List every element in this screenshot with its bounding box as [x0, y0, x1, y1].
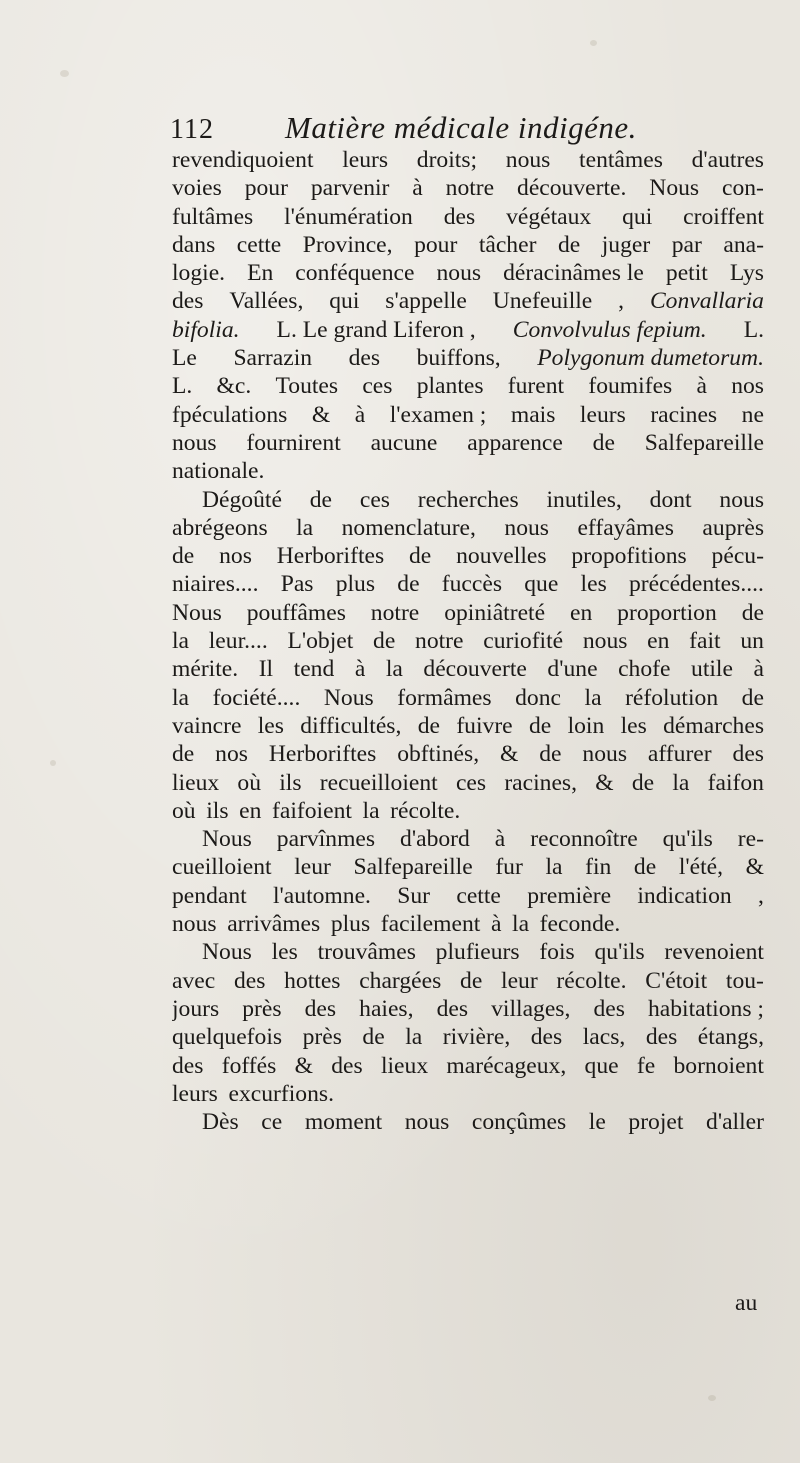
word: rivière, — [442, 1024, 511, 1051]
word: projet — [628, 1109, 684, 1136]
word: bifolia. — [172, 316, 240, 343]
word: de — [172, 741, 195, 768]
word: revenoient — [664, 939, 764, 966]
word: tend — [293, 656, 335, 683]
word: de — [633, 854, 657, 881]
word: des — [172, 1052, 204, 1079]
word: fuivre — [456, 712, 513, 739]
word: ces — [359, 486, 390, 513]
word: tou- — [725, 967, 764, 994]
word: étangs, — [697, 1024, 764, 1051]
word: l'été, — [678, 854, 724, 881]
word: des — [233, 967, 266, 994]
word: les — [580, 571, 607, 598]
word: de — [631, 769, 655, 796]
text-line — [172, 1023, 764, 1051]
text-line — [172, 599, 764, 627]
word: leur.... — [208, 628, 268, 655]
word: à — [354, 401, 366, 428]
word: Nous — [202, 826, 252, 853]
word: En — [247, 260, 274, 287]
word: leur — [294, 854, 331, 881]
word: nous — [404, 1109, 450, 1136]
text-line — [172, 372, 764, 400]
word: de — [528, 712, 552, 739]
word: foumifes — [588, 373, 673, 400]
word: affurer — [647, 741, 712, 768]
word: logie. — [172, 260, 226, 287]
word: formâmes — [397, 684, 492, 711]
word: dans — [172, 231, 216, 258]
word: mérite. — [172, 656, 239, 683]
word: cette — [456, 882, 501, 909]
word: Herboriftes — [268, 741, 377, 768]
text-line — [172, 655, 764, 683]
word: curiofité — [483, 628, 564, 655]
word: avec — [172, 967, 216, 994]
word: & — [595, 769, 614, 796]
word: C'étoit — [645, 967, 708, 994]
word: à — [354, 656, 366, 683]
word: leurs — [172, 1080, 218, 1107]
word: que — [584, 1052, 619, 1079]
word: les — [271, 939, 298, 966]
word: , — [618, 288, 625, 315]
word: fur — [495, 854, 523, 881]
text-line — [172, 486, 764, 514]
word: des — [645, 1024, 678, 1051]
word: de — [557, 231, 581, 258]
word: L. Le grand Liferon , — [276, 316, 476, 343]
word: opiniâtreté — [444, 599, 546, 626]
word: faifon — [707, 769, 764, 796]
word: Nous — [649, 175, 700, 202]
word: d'aller — [706, 1109, 764, 1136]
word: Dès — [202, 1109, 239, 1136]
word: de — [397, 571, 420, 598]
word: ils — [206, 797, 229, 824]
word: l'énumération — [284, 203, 413, 230]
word: nous — [582, 741, 627, 768]
word: plantes — [416, 373, 484, 400]
word: propofitions — [571, 543, 687, 570]
word: Nous — [202, 939, 252, 966]
word: vaincre — [172, 712, 242, 739]
word: jours — [172, 995, 220, 1022]
word: Lys — [729, 260, 764, 287]
word: racines, — [504, 769, 578, 796]
word: nous — [436, 260, 482, 287]
word: d'autres — [691, 147, 764, 173]
text-line — [172, 514, 764, 542]
word: hottes — [284, 967, 341, 994]
word: leur — [501, 967, 538, 994]
word: trouvâmes — [317, 939, 416, 966]
foxing-spot — [60, 70, 69, 77]
page-header — [170, 110, 770, 150]
word: furent — [507, 373, 565, 400]
word: en — [239, 797, 262, 824]
word: de — [373, 628, 396, 655]
word: Salfepareille — [353, 854, 473, 881]
word: difficultés, — [300, 712, 402, 739]
text-line — [172, 853, 764, 881]
word: Sur — [397, 882, 431, 909]
word: lieux — [172, 769, 220, 796]
word: nous — [172, 429, 217, 456]
word: les — [620, 712, 647, 739]
word: con- — [721, 175, 764, 202]
word: précédentes.... — [628, 571, 764, 598]
word: ana- — [723, 231, 764, 258]
word: des — [530, 1024, 563, 1051]
text-line — [172, 627, 764, 655]
word: chargées — [359, 967, 442, 994]
word: à — [696, 373, 707, 400]
word: démarches — [663, 712, 764, 739]
word: fournirent — [246, 429, 341, 456]
word: facilement — [380, 911, 481, 938]
word: & — [311, 401, 331, 428]
word: nous — [172, 911, 217, 938]
text-line — [172, 570, 764, 598]
word: la — [512, 911, 530, 938]
word: de — [309, 486, 333, 513]
word: nouvelles — [456, 543, 547, 570]
text-line — [172, 203, 764, 231]
word: notre — [415, 628, 464, 655]
word: nous — [504, 514, 549, 541]
word: fait — [689, 628, 721, 655]
word: tentâmes — [579, 147, 663, 173]
word: aucune — [370, 429, 438, 456]
word: mais — [510, 401, 556, 428]
word: effayâmes — [577, 514, 674, 541]
foxing-spot — [708, 1395, 716, 1401]
word: la — [405, 1024, 423, 1051]
word: buiffons, — [416, 345, 501, 372]
running-title: Matière médicale indigéne. — [285, 110, 637, 145]
foxing-spot — [590, 40, 597, 46]
word: donc — [515, 684, 561, 711]
text-line — [172, 401, 764, 429]
word: revendiquoient — [172, 147, 314, 173]
word: nationale. — [172, 458, 265, 485]
word: , — [758, 882, 764, 909]
text-line — [172, 287, 764, 315]
word: inutiles, — [546, 486, 622, 513]
word: la — [172, 628, 190, 655]
word: foffés — [221, 1052, 277, 1079]
word: fin — [585, 854, 612, 881]
word: la — [172, 684, 190, 711]
word: & — [745, 854, 764, 881]
word: nos — [219, 543, 252, 570]
word: des — [331, 1052, 363, 1079]
word: apparence — [467, 429, 563, 456]
word: découverte — [423, 656, 527, 683]
word: loin — [567, 712, 605, 739]
word: des — [172, 288, 204, 315]
word: nous — [582, 628, 628, 655]
word: Le — [172, 345, 197, 372]
word: abrégeons — [172, 514, 268, 541]
word: pouffâmes — [246, 599, 346, 626]
word: L. — [172, 373, 193, 400]
word: chofe — [618, 656, 671, 683]
word: ils — [279, 769, 302, 796]
text-line — [172, 1080, 764, 1108]
word: Nous — [323, 684, 374, 711]
text-line — [172, 910, 764, 938]
foxing-spot — [50, 760, 56, 766]
word: qu'ils — [594, 939, 645, 966]
word: Unefeuille — [492, 288, 593, 315]
word: &c. — [216, 373, 252, 400]
text-line — [172, 344, 764, 372]
text-line — [172, 995, 764, 1023]
word: nos — [731, 373, 764, 400]
word: faifoient — [272, 797, 352, 824]
word: niaires.... — [172, 571, 259, 598]
word: végétaux — [506, 203, 592, 230]
word: fultâmes — [172, 203, 254, 230]
word: marécageux, — [446, 1052, 567, 1079]
text-line — [172, 684, 764, 712]
word: qui — [329, 288, 360, 315]
word: en — [647, 628, 670, 655]
word: Sarrazin — [233, 345, 313, 372]
word: auprès — [702, 514, 764, 541]
word: des — [436, 995, 469, 1022]
word: la — [545, 854, 563, 881]
word: la — [385, 656, 403, 683]
word: Nous — [172, 599, 222, 626]
word: qu'ils — [662, 826, 713, 853]
word: plufieurs — [435, 939, 520, 966]
word: parvînmes — [276, 826, 376, 853]
text-line — [172, 457, 764, 485]
word: près — [242, 995, 282, 1022]
word: conçûmes — [471, 1109, 567, 1136]
word: d'abord — [400, 826, 470, 853]
word: fpéculations — [172, 401, 288, 428]
word: Pas — [280, 571, 314, 598]
word: plus — [335, 571, 376, 598]
word: fois — [539, 939, 575, 966]
word: de — [592, 429, 615, 456]
body-text — [172, 146, 764, 1136]
word: leurs — [342, 147, 389, 173]
word: Il — [258, 656, 274, 683]
word: à — [753, 656, 764, 683]
word: le — [588, 1109, 606, 1136]
text-line — [172, 797, 764, 825]
word: pour — [244, 175, 288, 202]
word: des — [443, 203, 476, 230]
word: petit — [665, 260, 708, 287]
word: lieux — [380, 1052, 429, 1079]
word: des — [732, 741, 764, 768]
word: indication — [637, 882, 732, 909]
word: Toutes — [275, 373, 339, 400]
text-line — [172, 967, 764, 995]
word: nomenclature, — [341, 514, 476, 541]
text-line — [172, 769, 764, 797]
word: de — [362, 1024, 385, 1051]
word: Convallaria — [649, 288, 764, 315]
word: s'appelle — [385, 288, 467, 315]
word: par — [671, 231, 702, 258]
word: de — [741, 599, 764, 626]
word: les — [257, 712, 284, 739]
word: recueilloient — [319, 769, 438, 796]
text-line — [172, 825, 764, 853]
word: fe — [636, 1052, 656, 1079]
word: tâcher — [478, 231, 537, 258]
word: déracinâmes le — [503, 260, 644, 287]
word: racines — [650, 401, 718, 428]
word: Province, — [302, 231, 393, 258]
word: en — [569, 599, 593, 626]
word: reconnoître — [530, 826, 638, 853]
word: juger — [601, 231, 651, 258]
word: Convolvulus fepium. — [512, 316, 707, 343]
word: l'examen ; — [389, 401, 487, 428]
word: proportion — [617, 599, 717, 626]
word: lacs, — [582, 1024, 626, 1051]
word: la — [296, 514, 314, 541]
text-line — [172, 259, 764, 287]
word: notre — [370, 599, 420, 626]
word: où — [172, 797, 196, 824]
word: Salfepareille — [644, 429, 764, 456]
word: de — [172, 543, 195, 570]
word: pécu- — [711, 543, 764, 570]
page-number: 112 — [170, 114, 214, 145]
word: & — [500, 741, 519, 768]
word: Dégoûté — [202, 486, 282, 513]
word: habitations ; — [647, 995, 764, 1022]
word: re- — [737, 826, 764, 853]
word: qui — [622, 203, 653, 230]
text-line — [172, 1108, 764, 1136]
text-line — [172, 316, 764, 344]
word: parvenir — [310, 175, 390, 202]
text-line — [172, 1052, 764, 1080]
word: villages, — [491, 995, 571, 1022]
word: utile — [691, 656, 733, 683]
word: feconde. — [539, 911, 621, 938]
text-line — [172, 740, 764, 768]
word: que — [524, 571, 559, 598]
word: arrivâmes — [227, 911, 321, 938]
word: ne — [741, 401, 764, 428]
word: près — [302, 1024, 342, 1051]
word: d'une — [547, 656, 598, 683]
word: quelquefois — [172, 1024, 283, 1051]
word: cette — [236, 231, 282, 258]
word: récolte. — [556, 967, 627, 994]
word: de — [417, 712, 440, 739]
word: notre — [445, 175, 495, 202]
word: de — [409, 543, 432, 570]
word: Vallées, — [229, 288, 304, 315]
word: haies, — [359, 995, 414, 1022]
word: la — [584, 684, 602, 711]
word: où — [237, 769, 262, 796]
word: L'objet — [287, 628, 354, 655]
word: fuccès — [441, 571, 503, 598]
text-line — [172, 542, 764, 570]
text-line — [172, 882, 764, 910]
word: à — [494, 826, 506, 853]
word: l'automne. — [273, 882, 371, 909]
word: Herboriftes — [276, 543, 385, 570]
word: croiffent — [683, 203, 764, 230]
word: ces — [455, 769, 487, 796]
word: à — [412, 175, 423, 202]
catchword: au — [735, 1290, 758, 1316]
word: nous — [719, 486, 764, 513]
word: Polygonum dumetorum. — [537, 345, 764, 372]
text-line — [172, 938, 764, 966]
word: des — [304, 995, 337, 1022]
word: recherches — [417, 486, 519, 513]
text-line — [172, 174, 764, 202]
word: excurfions. — [228, 1080, 334, 1107]
word: & — [294, 1052, 313, 1079]
word: de — [460, 967, 483, 994]
text-line — [172, 231, 764, 259]
word: des — [593, 995, 625, 1022]
word: plus — [330, 911, 371, 938]
word: ce — [261, 1109, 283, 1136]
word: conféquence — [295, 260, 415, 287]
word: moment — [304, 1109, 383, 1136]
word: pendant — [172, 882, 247, 909]
word: droits; — [416, 147, 478, 173]
word: nos — [215, 741, 248, 768]
word: dont — [649, 486, 692, 513]
word: un — [740, 628, 764, 655]
word: réfolution — [625, 684, 719, 711]
word: découverte. — [517, 175, 627, 202]
word: de — [741, 684, 764, 711]
word: de — [539, 741, 562, 768]
word: leurs — [579, 401, 626, 428]
word: pour — [414, 231, 458, 258]
word: nous — [505, 147, 551, 173]
text-line — [172, 712, 764, 740]
word: première — [527, 882, 612, 909]
word: obftinés, — [397, 741, 480, 768]
word: récolte. — [390, 797, 461, 824]
word: la — [672, 769, 690, 796]
word: la — [362, 797, 380, 824]
word: cueilloient — [172, 854, 272, 881]
text-line — [172, 429, 764, 457]
word: fociété.... — [212, 684, 301, 711]
word: ces — [362, 373, 393, 400]
word: L. — [743, 316, 764, 343]
word: à — [490, 911, 502, 938]
text-line — [172, 146, 764, 174]
word: voies — [172, 175, 222, 202]
word: bornoient — [673, 1052, 764, 1079]
word: des — [348, 345, 381, 372]
